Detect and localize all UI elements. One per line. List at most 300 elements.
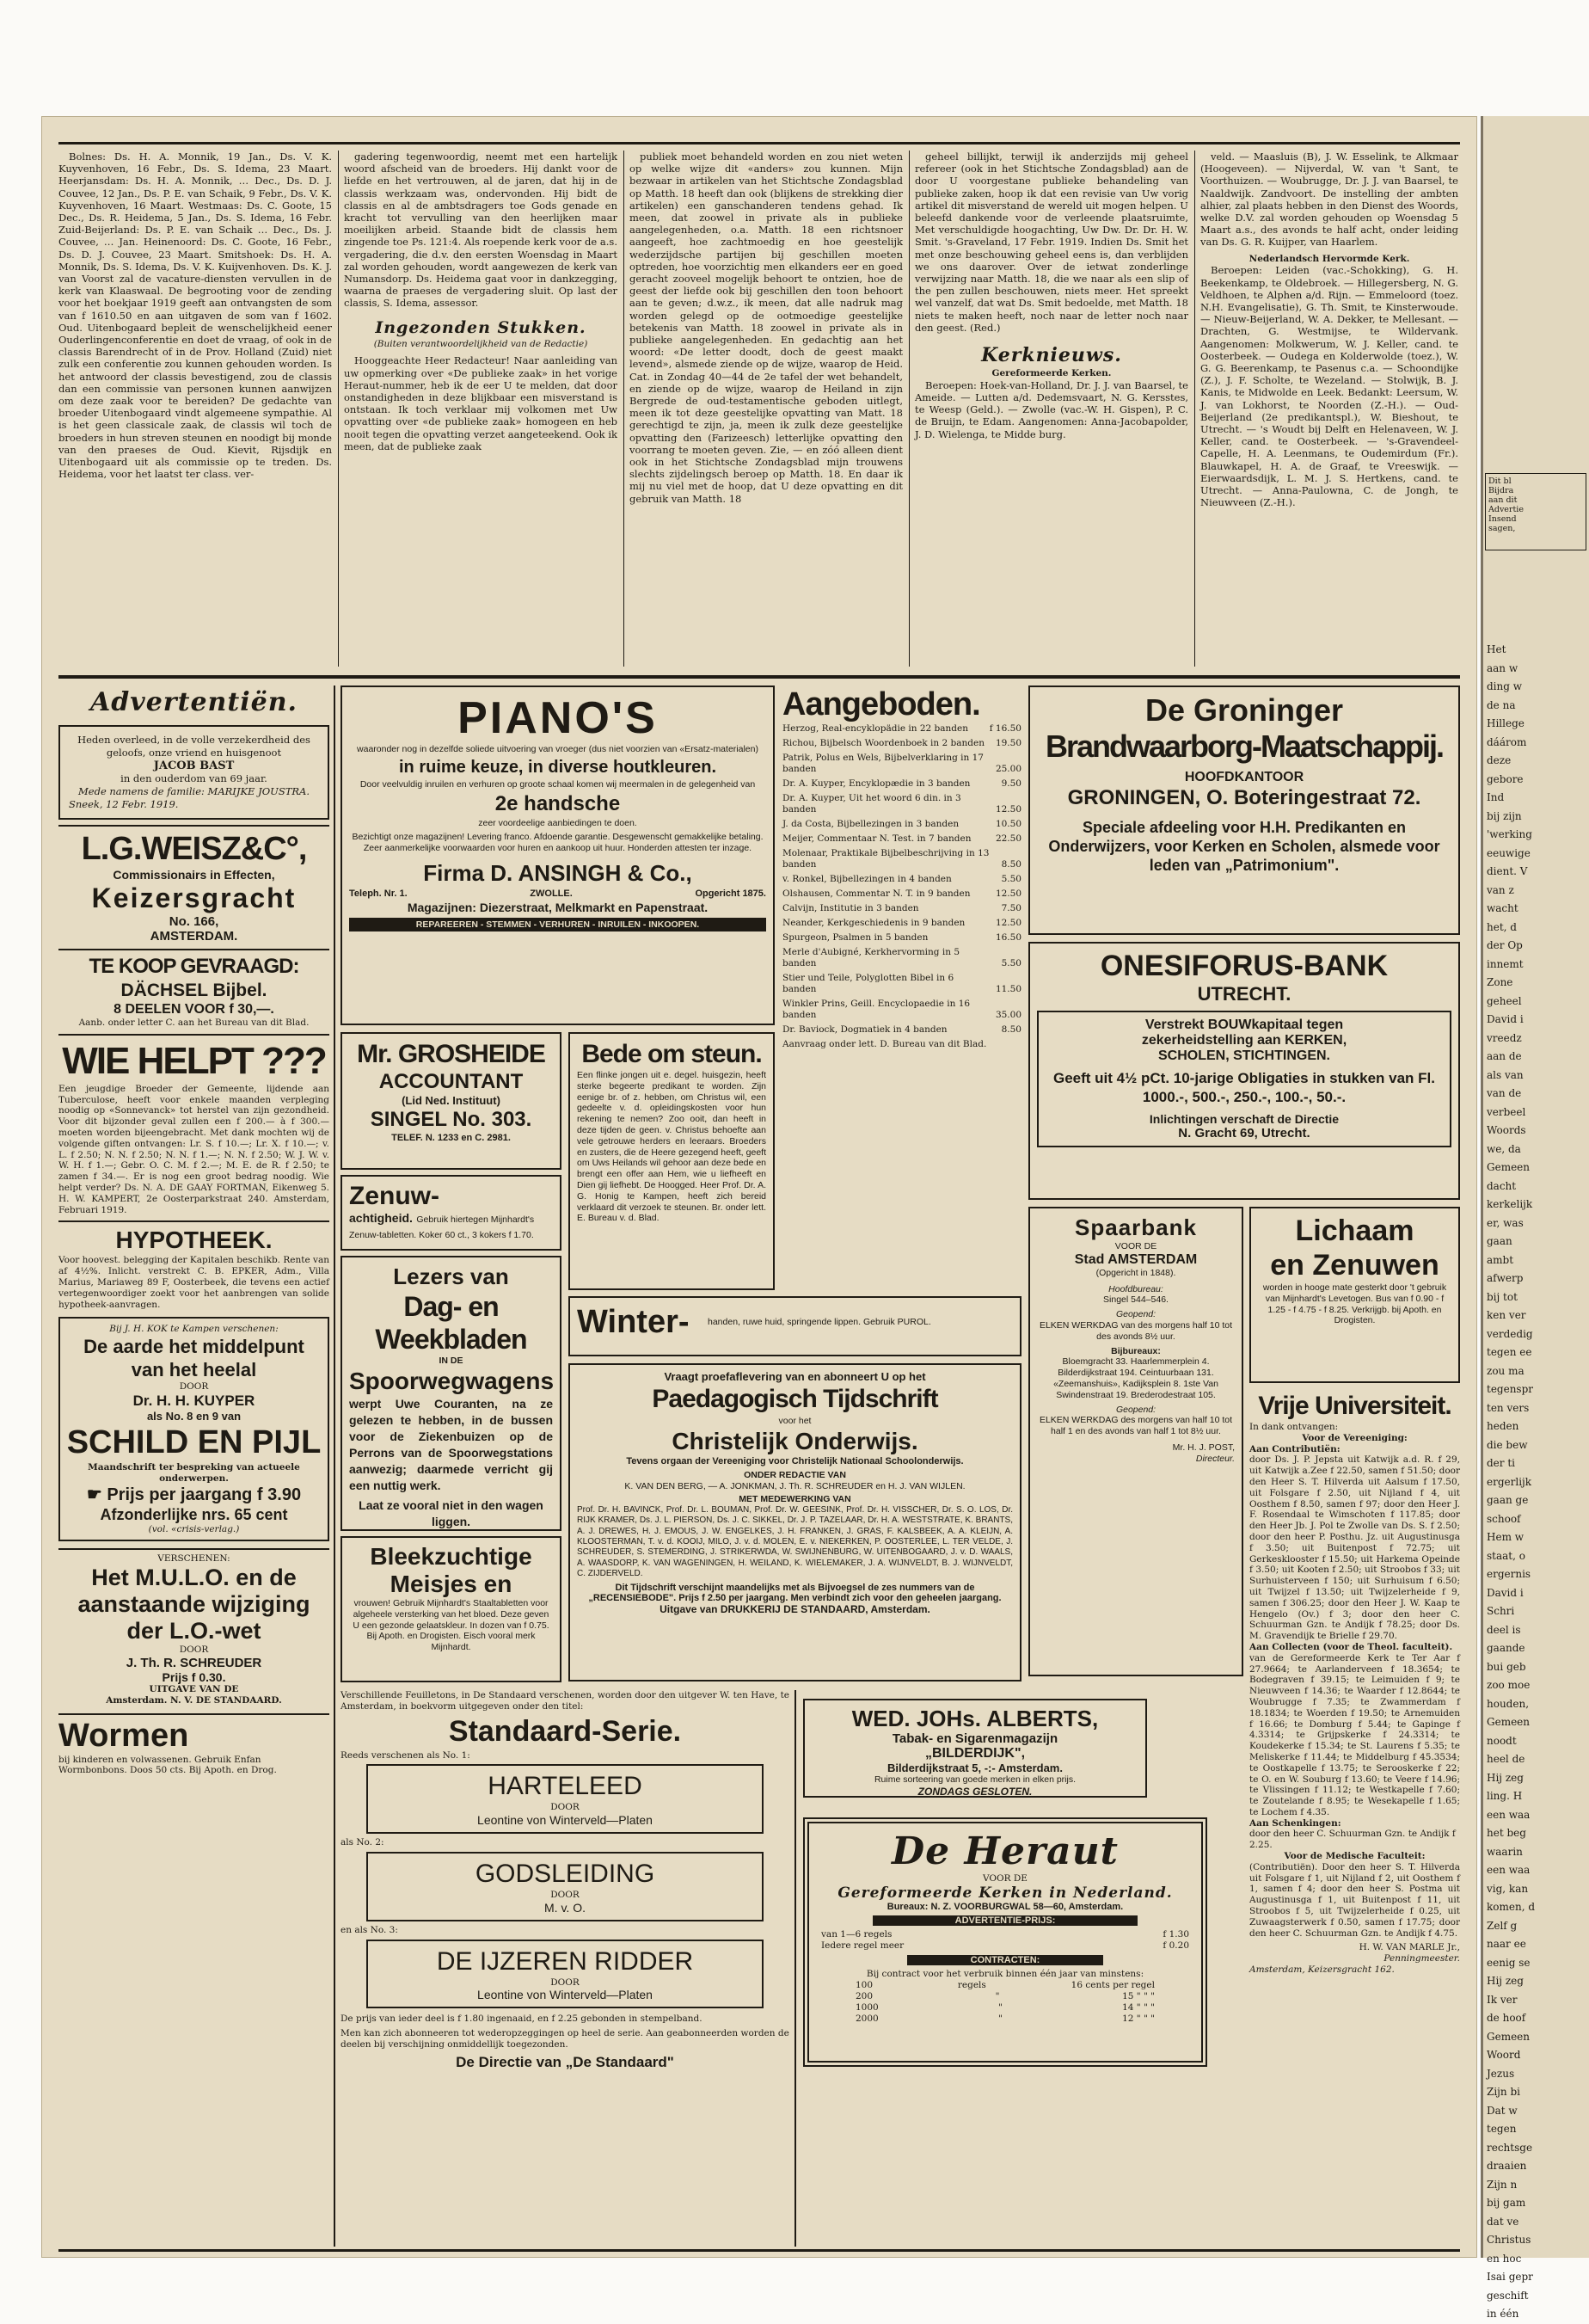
ad-publisher: UITGAVE VAN DE bbox=[149, 1683, 239, 1694]
book-offer-title: Winkler Prins, Geill. Encyclopaedie in 16 banden bbox=[782, 999, 971, 1020]
onesiforus-ad bbox=[1028, 942, 1460, 1200]
shop-address: Bilderdijkstraat 5, -:- Amsterdam. bbox=[887, 1761, 1063, 1774]
company-hq-label: HOOFDKANTOOR bbox=[1184, 770, 1304, 784]
ad-title: Winter- bbox=[577, 1304, 690, 1340]
zenuw-ad bbox=[340, 1175, 561, 1251]
adjacent-page-edge bbox=[1481, 116, 1589, 2320]
contract-unit: " bbox=[998, 2001, 1003, 2013]
accountant-role: ACCOUNTANT bbox=[378, 1070, 524, 1093]
firm-name: Firma D. ANSINGH & Co., bbox=[423, 859, 692, 886]
adjacent-page-fragment: ten vers bbox=[1487, 1401, 1530, 1414]
price-line bbox=[65, 1485, 322, 1506]
series-book-2 bbox=[366, 1852, 764, 1921]
adjacent-page-fragment: draaien bbox=[1487, 2160, 1527, 2172]
book-offer-title: Dr. A. Kuyper, Encyklopædie in 3 banden bbox=[782, 778, 971, 789]
contract-rate: 12 " " " bbox=[1122, 2013, 1155, 2024]
bank-city: UTRECHT. bbox=[1197, 983, 1291, 1005]
ad-door: DOOR bbox=[179, 1381, 209, 1393]
adjacent-page-fragment: vreedz bbox=[1487, 1031, 1522, 1044]
series-price: De prijs van ieder deel is f 1.80 ingenaaid, en f 2.25 gebonden in stempelband. bbox=[340, 2014, 702, 2025]
contract-amount: 1000 bbox=[856, 2001, 879, 2013]
adjacent-page-fragment: dáárom bbox=[1487, 735, 1527, 748]
book-offer-item bbox=[782, 918, 1022, 929]
book-offer-title: Meijer, Commentaar N. Test. in 7 banden bbox=[782, 833, 972, 844]
price-label: Iedere regel meer bbox=[821, 1940, 905, 1951]
book-door: DOOR bbox=[550, 1977, 580, 1988]
adjacent-page-fragment: ambt bbox=[1487, 1253, 1514, 1266]
ad-publisher-name: Amsterdam. N. V. DE STANDAARD. bbox=[106, 1694, 282, 1706]
adjacent-page-fragment: naar ee bbox=[1487, 1938, 1526, 1950]
article-column-2 bbox=[344, 151, 617, 667]
column-divider bbox=[338, 151, 339, 667]
director-name: Mr. H. J. POST, bbox=[1172, 1442, 1235, 1453]
section-subheading: (Buiten verantwoordelijkheid van de Redactie) bbox=[373, 338, 588, 349]
bank-name: ONESIFORUS-BANK bbox=[1100, 950, 1389, 982]
bank-text: SCHOLEN, STICHTINGEN. bbox=[1157, 1048, 1330, 1063]
paper-title: De Heraut bbox=[891, 1829, 1120, 1873]
ad-detail: 8 DEELEN VOOR f 30,—. bbox=[114, 1002, 274, 1017]
shop-name: WED. JOHs. ALBERTS, bbox=[851, 1706, 1099, 1731]
adjacent-page-fragment: bij gam bbox=[1487, 2197, 1526, 2209]
contract-row bbox=[856, 2002, 1155, 2014]
adjacent-page-fragment: Zijn bi bbox=[1487, 2086, 1520, 2098]
winter-ad-row bbox=[577, 1303, 1013, 1341]
article-text: Hooggeachte Heer Redacteur! Naar aanleiding van uw opmerking over «De publieke zaak» in het vorige Heraut-nummer, heb ik de eer U te melden, dat door onstandigheden in deze blijkbaar een misverstand is ontstaan. Ik toch verklaar mij volkomen met Uw opvatting over «de publieke zaak» homogeen en heb nooit tegen die opvatting verzet aangeteekend. Ook ik meen, dat de publieke zaak bbox=[344, 354, 617, 452]
tijdschrift-ad bbox=[568, 1363, 1022, 1682]
series-title: SCHILD EN PIJL bbox=[66, 1423, 322, 1460]
book-offer-item bbox=[782, 947, 1022, 969]
book-offer-title: Herzog, Real-encyklopädie in 22 banden bbox=[782, 723, 968, 734]
notice-text: van de Gereformeerde Kerk te Ter Aar f 27.9664; te Aarlanderveen f 18.3654; te Bodegraven f 39.15; te Leimuiden f 9; te Nieuwveen f 14.36; te Waarder f 12.8644; te Woubrugge f 7.35; te Zwammerdam f 18.1834; te Woerden f 19.50; te Arnemuiden f 16.66; te Domburg f 5.44; te Gapinge f 4.3314; te Grijpskerke f 24.3314; te Koudekerke f 15.34; te St. Laurens f 5.35; te Meliskerke f 11.44; te Middelburg f 45.3534; te Oostkapelle f 13.75; te Serooskerke f 22; te O. en W. Souburg f 13.60; te Veere f 14.96; te Vlissingen f 11.12; te Westkapelle f 7.60; te Zoutelande f 8.95; te Wesekapelle f 1.65; te Lochem f 4.35. bbox=[1249, 1652, 1460, 1817]
paper-subtitle: Gereformeerde Kerken in Nederland. bbox=[837, 1884, 1173, 1902]
adjacent-page-fragment: van z bbox=[1487, 883, 1514, 896]
advertisements-heading: Advertentiën. bbox=[90, 687, 298, 717]
newspaper-page bbox=[41, 116, 1477, 2258]
firm-street: Keizersgracht bbox=[91, 882, 297, 913]
firm-name: L.G.WEISZ&C°, bbox=[81, 831, 307, 867]
book-author: J. Th. R. SCHREUDER bbox=[126, 1655, 262, 1670]
book-title: De aarde het middelpunt van het heelal bbox=[83, 1336, 304, 1381]
ad-text: vrouwen! Gebruik Mijnhardt's Staaltabletten voor algeheele versterking van het bloed. Deze geven U een gezonde gelaatskleur. In dozen van f 0.75. Bij Apoth. en Drogisten. Eisch vooral merk Mijnhardt. bbox=[353, 1598, 549, 1653]
firm-phone: Teleph. Nr. 1. bbox=[349, 888, 408, 899]
book-offer-title: Dr. A. Kuyper, Uit het woord 6 din. in 3 banden bbox=[782, 793, 961, 815]
contributors-heading: MET MEDEWERKING VAN bbox=[739, 1494, 851, 1505]
ad-text: Laat ze vooral niet in den wagen liggen. bbox=[359, 1497, 543, 1528]
adjacent-page-fragment: Ind bbox=[1487, 791, 1505, 803]
adjacent-page-fragment: sagen, bbox=[1488, 524, 1516, 533]
adjacent-page-fragment: Gemeen bbox=[1487, 1716, 1530, 1728]
book-offer-price: 10.50 bbox=[995, 819, 1022, 829]
journal-terms: Dit Tijdschrift verschijnt maandelijks met als Bijvoegsel de zes nummers van de „RECENSIEBODE". Prijs f 2.50 per jaargang. Men verbindt zich voor den geheelen jaargang. bbox=[588, 1583, 1002, 1604]
article-text: Beroepen: Hoek-van-Holland, Dr. J. J. van Baarsel, te Ameide. — Lutten a/d. Dedemsvaart, N. G. Kersstes, te Weesp (Geld.). — Zwolle (vac.-W. H. Gispen), P. C. de Bruijn, te Edam. Aangenomen: Anna-Jacobapolder, J. D. Wielenga, te Midde burg. bbox=[915, 378, 1188, 440]
notice-family: Mede namens de familie: MARIJKE JOUSTRA. bbox=[78, 785, 310, 797]
journal-title: Paedagogisch Tijdschrift bbox=[652, 1385, 938, 1413]
adjacent-page-fragment: ergerlijk bbox=[1487, 1475, 1532, 1488]
hypotheek-ad bbox=[58, 1220, 329, 1310]
notice-text: door Ds. J. P. Jepsta uit Katwijk a.d. R. f 29, uit Katwijk a.Zee f 22.50, samen f 51.50; door den Heer S. T. Hilverda uit Aalsum f 17.50, uit Folsgare f 2.50, uit Nijland f 4, uit Oosthem f 8.50, samen f 97; door den Heer J. F. Rosendaal te Wimschoten f 117.85; door den Heer Jb. J. Pol te Zwolle van Ds. S. f 2.50; door den heer P. Posthu. Jz. uit Augustinusga f 3.50; uit Buitenpost f 72.75; uit Gerkesklooster f 15.50; uit Harkema Opeinde f 3.50; uit Kooten f 2.50; uit Stroobos f 33; uit Surhuisterveen f 150; uit Surhuisum f 6.50; uit Twijzel f 13.50; uit Twijzelerheide f 9, samen f 306.25; door den Heer J. W. Kaap te Hengelo (Ov.) f 3; door den heer C. Schuurman Gzn. te Andijk f 78.25; door Ds. M. Gravendijk te Brielle f 29.70. bbox=[1249, 1454, 1460, 1642]
price-text: Prijs per jaargang f 3.90 bbox=[107, 1485, 302, 1504]
ad-title: Spoorwegwagens bbox=[349, 1367, 555, 1394]
column-divider bbox=[623, 151, 624, 667]
adjacent-page-fragment: eenig se bbox=[1487, 1956, 1531, 1969]
branches-list: Bloemgracht 33. Haarlemmerplein 4. Bilderdijkstraat 194. Ceintuurbaan 131. «Zeemanshuis», Kadijksplein 8. 1ste Van Swindenstraat 19. Brederodestraat 105. bbox=[1053, 1356, 1218, 1400]
shop-brand: „BILDERDIJK", bbox=[924, 1746, 1026, 1761]
ad-connector: voor het bbox=[778, 1416, 812, 1426]
book-offer-title: J. da Costa, Bijbellezingen in 3 banden bbox=[782, 819, 960, 829]
paper-connector: VOOR DE bbox=[983, 1873, 1028, 1884]
book-offer-price: 11.50 bbox=[995, 984, 1022, 994]
ad-intro: Bij J. H. KOK te Kampen verschenen: bbox=[109, 1324, 279, 1335]
contract-unit: " bbox=[995, 1990, 1000, 2001]
book-offer-price: 8.50 bbox=[1001, 1024, 1022, 1035]
adjacent-page-fragment: Ik ver bbox=[1487, 1993, 1518, 2006]
adjacent-page-fragment: Hillege bbox=[1487, 717, 1525, 729]
contributors-list: Prof. Dr. H. BAVINCK, Prof. Dr. L. BOUMAN, Prof. Dr. W. GEESINK, Prof. Dr. H. VISSCHER, Dr. S. O. LOS, Dr. RIJK KRAMER, Ds. J. L. PIERSON, Ds. J. C. SIKKEL, Dr. J. P. TAZELAAR, Dr. H. A. WESTSTRATE, K. BRANTS, A. J. DREWES, H. J. EMOUS, J. W. ENGELKES, J. H. FRANKEN, J. GRAS, F. KALSBEEK, A. A. KLEIJN, A. KLOOSTERMAN, T. v. d. KOOIJ, MILO, J. v. d. MOLEN, E. v. NIEKERKEN, P. OOSTERLEE, L. TER VELDE, J. SCHREUDER, S. STEMERDING, J. STRIKERWDA, W. SWIJNENBURG, W. UITENBOGAARD, J. v. D. WAALS, A. WAASDORP, K. VAN WAGENINGEN, H. WEILAND, K. WIELEMAKER, J. A. WIJNVELDT, B. J. WIJNVELDT, C. ZIJDERVELD. bbox=[577, 1505, 1013, 1578]
firm-city: AMSTERDAM. bbox=[150, 929, 238, 944]
accountant-address: SINGEL No. 303. bbox=[370, 1108, 532, 1131]
book-title: HARTELEED bbox=[488, 1772, 642, 1801]
price-text: Prijs f 0.30. bbox=[162, 1669, 226, 1684]
book-offer-price: 25.00 bbox=[995, 764, 1022, 774]
column-divider bbox=[1194, 151, 1195, 667]
adjacent-page-fragment: gaan ge bbox=[1487, 1494, 1529, 1506]
bleekzuchtige-ad bbox=[340, 1536, 561, 1682]
adjacent-page-fragment: geschift bbox=[1487, 2289, 1529, 2302]
book-offer-price: 9.50 bbox=[1001, 778, 1022, 789]
article-column-3 bbox=[629, 151, 903, 667]
notice-text: door den heer C. Schuurman Gzn. te Andijk f 2.25. bbox=[1249, 1829, 1456, 1851]
book-author: Leontine von Winterveld—Platen bbox=[477, 1988, 653, 2002]
deceased-name: JACOB BAST bbox=[153, 759, 235, 772]
bottom-rule bbox=[58, 2249, 1460, 2252]
heraut-ad bbox=[803, 1817, 1207, 2067]
aangeboden-ad bbox=[782, 686, 1022, 1246]
ad-highlight: in ruime keuze, in diverse houtkleuren. bbox=[399, 757, 716, 777]
book-offer-item bbox=[782, 723, 1022, 735]
shop-hours: ZONDAGS GESLOTEN. bbox=[917, 1785, 1033, 1798]
book-offer-price: 5.50 bbox=[1001, 874, 1022, 884]
ad-text: Aanb. onder letter C. aan het Bureau van dit Blad. bbox=[78, 1018, 310, 1028]
article-text: veld. — Maasluis (B), J. W. Esselink, te Alkmaar (Hoogeveen). — Nijverdal, W. van 't Sant, te Voorthuizen. — Woubrugge, Dr. J. J. van Baarsel, te Naaldwijk. Zandvoort. De instelling der ambten alhier, zal plaats hebben in den Dienst des Woords, welke D.V. zal worden gehouden op Woensdag 5 Maart a.s., des avonds te half acht, onder leiding van Ds. G. R. Kuijper, van Haarlem. bbox=[1200, 151, 1458, 249]
column-divider bbox=[909, 151, 910, 667]
ad-connector: IN DE bbox=[439, 1356, 463, 1366]
bank-text: Geeft uit 4½ pCt. 10-jarige Obligaties in stukken van Fl. 1000.-, 500.-, 250.-, 100.-, 50.-. bbox=[1052, 1070, 1435, 1105]
adjacent-page-fragment: dat ve bbox=[1487, 2215, 1519, 2228]
adjacent-page-fragment: waarin bbox=[1487, 1845, 1523, 1858]
company-address: GRONINGEN, O. Boteringestraat 72. bbox=[1067, 786, 1421, 809]
adjacent-page-fragment: Zelf g bbox=[1487, 1919, 1518, 1932]
price-value: f 0.20 bbox=[1163, 1940, 1189, 1951]
vrije-universiteit-notice bbox=[1249, 1391, 1460, 2247]
adjacent-page-fragment: het beg bbox=[1487, 1827, 1526, 1839]
price-label: van 1—6 regels bbox=[821, 1928, 893, 1940]
treasurer-title: Penningmeester. bbox=[1383, 1953, 1460, 1964]
contract-row bbox=[856, 1991, 1155, 2002]
ad-title: Lichaam bbox=[1295, 1214, 1414, 1247]
book-door: DOOR bbox=[550, 1802, 580, 1813]
adjacent-page-fragment: dacht bbox=[1487, 1179, 1517, 1192]
adjacent-page-fragment: staat, o bbox=[1487, 1549, 1525, 1562]
adjacent-page-fragment: komen, d bbox=[1487, 1901, 1536, 1913]
bank-name: Spaarbank bbox=[1075, 1214, 1197, 1240]
contract-text: Bij contract voor het verbruik binnen één jaar van minstens: bbox=[866, 1968, 1144, 1979]
top-rule bbox=[58, 142, 1460, 144]
article-text: Beroepen: Leiden (vac.-Schokking), G. H. Beekenkamp, te Oldebroek. — Hillegersberg, N. G. Veldhoen, te Alphen a/d. Rijn. — Emmeloord (toez. N.H. Evangelisatie), G. Th. Smit, te Kinsterwoude. — Nieuw-Beijerland, W. A. Dekker, te Mellesant. — Drachten, G. Westmijse, te Wildervank. Aangenomen: Molkwerum, W. J. Keller, cand. te Oosterbeek. — Oudega en Kolderwolde (toez.), W. G. G. Beerenkamp, te Pasenus c.a. — Schoondijke (Z.), J. F. Scholte, te Wezeland. — Stolwijk, B. J. Kanis, te Midwolde en Leek. Bedankt: Leersum, W. J. van Lokhorst, te Noorden (Z.-H.). — Oud-Beijerland (2e predikantspl.), W. Bieshout, te Utrecht. — 's Woudt bij Delft en Helenaveen, W. J. Keller, cand. te Oosterbeek. — 's-Gravendeel-Capelle, H. A. Leenmans, te Oudemirdum (Fr.). Blauwkapel, H. A. de Graaf, te Vreeswijk. — Eierwaardsdijk, L. M. J. S. Hertkens, cand. te Utrecht. — Anna-Paulowna, C. de Jongh, te Nieuwveen (Z.-H.). bbox=[1200, 264, 1458, 509]
adjacent-page-fragment: Isai gepr bbox=[1487, 2271, 1533, 2283]
pointing-hand-icon: ☛ bbox=[86, 1485, 107, 1504]
editors-heading: ONDER REDACTIE VAN bbox=[744, 1469, 846, 1480]
contract-rate: 14 " " " bbox=[1122, 2001, 1155, 2013]
book-offer-item bbox=[782, 793, 1022, 815]
adjacent-page-fragment: ergernis bbox=[1487, 1568, 1531, 1580]
accountant-name: Mr. GROSHEIDE bbox=[357, 1040, 545, 1068]
weisz-ad bbox=[58, 825, 329, 944]
article-text: publiek moet behandeld worden en zou niet weten op welke wijze dit «anders» zou kunnen. Mijn bezwaar in artikelen van het Stichtsche Zondagsblad op Matth. 18 heeft dan ook (blijkens de strekking dier artikelen) een ganschanderen tendens gehad. Ik meen, dat zoowel in private als in publieke aangelegenheden, o.a. Matth. 18 een richtsnoer aangeeft, hoe zachtmoedig en hoe geestelijk wederzijdsche partijen bij geschillen moeten optreden, hoe voorzichtig men elkanders eer en goed geracht zooveel mogelijk behoort te ontzien, hoe de geest der liefde ook bij geschillen den toon behoort aan te geven; d.w.z., ik meen, dat alle nadruk mag worden gelegd op de ootmoedige geestelijke betekenis van Matth. 18 zoowel in private als in publieke aangelegenheden. En gedachtig aan het woord: «De letter doodt, doch de geest maakt levend», alsmede ziende op de wijze, waarop de Heid. Cat. in Zondag 40—44 de 2e tafel der wet behandelt, en ziende op de wijze, waarop de Heiland in zijn Bergrede de oud-testamentische geboden uitlegt, meen ik tot deze geestelijke opvatting van Matt. 18 gerechtigd te zijn, ja, meen ik zulk deze geestelijke opvatting den (Farizeesch) letterlijke opvatting den voorrang te moeten geven. Zie, — en zóó alleen dient ook in het Stichtsche Zondagsblad mijn trouwens slechts zijdelingsch beroep op Matth. 18. En daar ik mij nu viel met de hoop, dat U deze opvatting en dit gebruik van Matth. 18 bbox=[629, 151, 903, 505]
bank-offer bbox=[1037, 1011, 1451, 1147]
ad-title: PIANO'S bbox=[457, 693, 658, 743]
adjacent-page-fragment: Woords bbox=[1487, 1124, 1526, 1136]
article-column-1 bbox=[58, 151, 332, 667]
book-offer-price: 16.50 bbox=[995, 932, 1022, 943]
adjacent-page-fragment: aan w bbox=[1487, 661, 1518, 674]
ad-text: zeer voordeelige aanbiedingen te doen. bbox=[478, 817, 637, 828]
adjacent-page-fragment: ding w bbox=[1487, 680, 1523, 692]
adjacent-page-fragment: Christus bbox=[1487, 2234, 1531, 2246]
ad-title: en Zenuwen bbox=[1270, 1249, 1439, 1282]
ad-title: Lezers van bbox=[393, 1263, 509, 1289]
journal-publisher: Uitgave van DRUKKERIJ DE STANDAARD, Amsterdam. bbox=[660, 1603, 930, 1616]
series-subtitle: Maandschrift ter bespreking van actueele onderwerpen. bbox=[88, 1461, 300, 1484]
book-offer-price: 12.50 bbox=[995, 888, 1022, 899]
treasurer-name: H. W. VAN MARLE Jr., bbox=[1359, 1942, 1460, 1953]
hours-text: ELKEN WERKDAG van des morgens half 10 tot des avonds 8½ uur. bbox=[1039, 1319, 1233, 1342]
adjacent-page-fragment: Jezus bbox=[1487, 2067, 1515, 2080]
ad-title: Dag- en Weekbladen bbox=[375, 1291, 527, 1355]
shop-type: Tabak- en Sigarenmagazijn bbox=[892, 1731, 1058, 1746]
alberts-ad bbox=[803, 1699, 1147, 1798]
adjacent-page-fragment: Schri bbox=[1487, 1605, 1515, 1617]
adjacent-page-fragment: Zone bbox=[1487, 976, 1513, 988]
book-offer-title: Stier und Teile, Polyglotten Bibel in 6 banden bbox=[782, 973, 954, 994]
accountant-membership: (Lid Ned. Instituut) bbox=[402, 1094, 500, 1107]
ads-column-a bbox=[58, 686, 329, 2247]
book-offer-list bbox=[782, 723, 1022, 1036]
company-special: Speciale afdeeling voor H.H. Predikanten en Onderwijzers, voor Kerken en Scholen, alsmede voor leden van „Patrimonium". bbox=[1048, 819, 1440, 874]
ad-title: HYPOTHEEK. bbox=[115, 1227, 273, 1254]
shop-text: Ruime sorteering van goede merken in elken prijs. bbox=[874, 1774, 1077, 1785]
ad-parts: als No. 8 en 9 van bbox=[146, 1409, 242, 1423]
section-heading: Kerknieuws. bbox=[981, 344, 1122, 367]
ad-text: bij kinderen en volwassenen. Gebruik Enfan Wormbonbons. Doos 50 cts. Bij Apoth. en Drog. bbox=[58, 1754, 277, 1776]
ad-highlight: 2e handsche bbox=[494, 791, 621, 815]
contract-row bbox=[856, 1980, 1155, 1991]
bank-contact: Inlichtingen verschaft de Directie bbox=[1149, 1112, 1340, 1126]
book-offer-item bbox=[782, 999, 1022, 1021]
adjacent-page-fragment: Dat w bbox=[1487, 2104, 1518, 2117]
book-offer-title: v. Ronkel, Bijbellezingen in 4 banden bbox=[782, 874, 952, 884]
grosheide-ad bbox=[340, 1032, 561, 1170]
series-item-label: als No. 2: bbox=[340, 1837, 384, 1848]
section-heading: Ingezonden Stukken. bbox=[375, 317, 586, 337]
adjacent-page-fragment: zou ma bbox=[1487, 1364, 1525, 1377]
lichaam-ad bbox=[1249, 1207, 1460, 1383]
price-heading: ADVERTENTIE-PRIJS: bbox=[873, 1915, 1138, 1926]
book-door: DOOR bbox=[550, 1889, 580, 1900]
ad-note: (vol. «crisis-verlag.) bbox=[148, 1523, 240, 1534]
adjacent-page-fragment: houden, bbox=[1487, 1697, 1530, 1710]
ad-item: DÄCHSEL Bijbel. bbox=[120, 981, 267, 1000]
contract-unit: " bbox=[998, 2013, 1003, 2024]
journal-title: Christelijk Onderwijs. bbox=[672, 1427, 918, 1454]
contract-heading: CONTRACTEN: bbox=[907, 1955, 1103, 1965]
te-koop-ad bbox=[58, 949, 329, 1029]
adjacent-page-fragment: vig, kan bbox=[1487, 1882, 1529, 1895]
adjacent-page-fragment: het, d bbox=[1487, 920, 1517, 933]
book-offer-item bbox=[782, 848, 1022, 870]
ad-title: TE KOOP GEVRAAGD: bbox=[89, 955, 299, 978]
ad-text: worden in hooge mate gesterkt door 't gebruik van Mijnhardt's Levetogen. Bus van f 0.90 - f 1.25 - f 4.75 - f 8.25. Verkrijgb. bij Apoth. en Drogisten. bbox=[1262, 1282, 1447, 1326]
adjacent-page-fragment: schoof bbox=[1487, 1512, 1521, 1525]
company-name: De Groninger bbox=[1144, 692, 1344, 728]
adjacent-page-fragment: afwerp bbox=[1487, 1272, 1524, 1284]
firm-number: No. 166, bbox=[169, 914, 219, 929]
adjacent-page-fragment: Hij zeg bbox=[1487, 1975, 1524, 1987]
lezers-ad bbox=[340, 1256, 561, 1531]
series-item-label: en als No. 3: bbox=[340, 1924, 398, 1935]
adjacent-page-fragment: geheel bbox=[1487, 994, 1522, 1007]
notice-subheading: Aan Collecten (voor de Theol. faculteit). bbox=[1249, 1641, 1453, 1652]
book-offer-title: Neander, Kerkgeschiedenis in 9 banden bbox=[782, 918, 966, 928]
adjacent-page-fragment: heden bbox=[1487, 1420, 1519, 1432]
contract-table bbox=[821, 1980, 1189, 2025]
series-book-1 bbox=[366, 1764, 764, 1834]
price-row bbox=[821, 1929, 1189, 1940]
bank-founded: (Opgericht in 1848). bbox=[1095, 1267, 1176, 1278]
adjacent-page-fragment: Woord bbox=[1487, 2049, 1521, 2061]
series-text: Men kan zich abonneeren tot wederopzeggingen op heel de serie. Aan geabonneerden worden de deelen bij verschijning onmiddellijk toegezonden. bbox=[340, 2028, 789, 2050]
adjacent-page-fragment: rechtsge bbox=[1487, 2141, 1533, 2154]
adjacent-page-fragment: Advertie bbox=[1488, 505, 1524, 514]
book-offer-title: Spurgeon, Psalmen in 5 banden bbox=[782, 932, 929, 943]
section-subheading: Gereformeerde Kerken. bbox=[991, 368, 1112, 379]
book-offer-price: 22.50 bbox=[995, 833, 1022, 844]
adjacent-page-fragment: zoo moe bbox=[1487, 1679, 1531, 1691]
adjacent-page-fragment: aan dit bbox=[1488, 495, 1518, 505]
branches-label: Bijbureaux: bbox=[1111, 1345, 1161, 1356]
contract-amount: 100 bbox=[856, 1979, 874, 1990]
article-text: gadering tegenwoordig, neemt met een hartelijk woord afscheid van de broeders. Hij dankt voor de liefde en het vertrouwen, al de jaren, dat hij in de classis werkzaam was, ondervonden. Hij bidt de classis en al de ambtsdragers toe Gods genade en kracht tot vervulling van den heerlijken maar moeilijken arbeid. Staande bidt de classis hem zingende toe Ps. 121:4. Als roepende kerk voor de a.s. vergadering, die d.v. den eersten Woensdag in Maart zal worden gehouden, wordt aangewezen de kerk van Numansdorp. Ds. Heidema gaat voor in dankzegging, waarna de praeses de vergadering sluit. Op last der classis, S. Idema, assessor. bbox=[344, 151, 617, 310]
contract-unit: regels bbox=[957, 1979, 986, 1990]
adjacent-page-fragment: kerkelijk bbox=[1487, 1198, 1533, 1210]
book-author: Dr. H. H. KUYPER bbox=[132, 1392, 255, 1409]
ad-text: Voor hoovest. belegging der Kapitalen beschikb. Rente van af 4½%. Inlicht. verstrekt C. B. EPKER, Adm., Villa Marius, Mariaweg 89 F, Oosterbeek, die tevens een actief vertegenwoordiger zoekt voor het aanbrengen van solide hypotheek-aanvragen. bbox=[58, 1255, 329, 1310]
adjacent-page-fragment: deze bbox=[1487, 754, 1512, 766]
adjacent-page-fragment: een waa bbox=[1487, 1808, 1531, 1821]
mulo-ad bbox=[58, 1548, 329, 1706]
book-offer-price: f 16.50 bbox=[989, 723, 1022, 734]
book-offer-item bbox=[782, 874, 1022, 885]
ad-text: werpt Uwe Couranten, na ze gelezen te hebben, in de bussen voor de Ziekenbuizen op de Perrons van de Spoorwegstations aanwezig; daarmede verricht gij een nuttig werk. bbox=[349, 1396, 553, 1492]
notice-heading: Voor de Vereeniging: bbox=[1302, 1432, 1408, 1443]
book-offer-item bbox=[782, 753, 1022, 775]
firm-contact bbox=[349, 888, 766, 899]
book-offer-price: 7.50 bbox=[1001, 903, 1022, 913]
notice-text: Heden overleed, in de volle verzekerdheid des geloofs, onze vriend en huisgenoot bbox=[77, 734, 310, 759]
ad-text: Een flinke jongen uit e. degel. huisgezin, heeft sterke begeerte predikant te worden. Zijn eenige br. of z. hebben, om Christus wil, een gedeelte v. d. opleidingskosten voor hun rekening te nemen? Zoo ooit, dan heeft in deze tijden de geen. v. Christus behoefte aan vele getrouwe herders en leeraars. Broeders en zusters, die de Heere gezegend heeft, geeft om Uws Heilands wil gehoor aan deze bede en brengt een offer aan Hem, wie u liefheeft en Dien gij liefhebt. De Hoogged. Heer Prof. Dr. A. G. Honig te Kampen, heeft zich bereid verklaard dit verzoek te steunen. Br. onder lett. E. Bureau v. d. Blad. bbox=[577, 1070, 766, 1224]
adjacent-page-fragment: van de bbox=[1487, 1087, 1522, 1099]
price-text: Afzonderlijke nrs. 65 cent bbox=[100, 1505, 288, 1523]
book-offer-title: Calvijn, Institutie in 3 banden bbox=[782, 903, 919, 913]
book-offer-title: Merle d'Aubigné, Kerkhervorming in 5 banden bbox=[782, 947, 960, 968]
bank-text: Verstrekt BOUWkapitaal tegen bbox=[1144, 1018, 1344, 1032]
ad-title: Bleekzuchtige bbox=[370, 1543, 532, 1570]
series-item-label: Reeds verschenen als No. 1: bbox=[340, 1749, 470, 1761]
accountant-phone: TELEF. N. 1233 en C. 2981. bbox=[391, 1133, 511, 1143]
firm-address: Magazijnen: Diezerstraat, Melkmarkt en Papenstraat. bbox=[407, 900, 709, 914]
adjacent-page-fragment: Gemeen bbox=[1487, 2030, 1530, 2043]
book-offer-title: Olshausen, Commentar N. T. in 9 banden bbox=[782, 888, 971, 899]
section-rule bbox=[58, 675, 1460, 679]
adjacent-page-fragment: innemt bbox=[1487, 957, 1524, 970]
adjacent-page-fragment: David i bbox=[1487, 1013, 1524, 1025]
notice-subheading: Aan Schenkingen: bbox=[1249, 1817, 1341, 1829]
adjacent-page-fragment: Zijn n bbox=[1487, 2178, 1518, 2191]
article-column-5 bbox=[1200, 151, 1458, 667]
adjacent-page-fragment: verbeel bbox=[1487, 1105, 1526, 1118]
ad-text: Een jeugdige Broeder der Gemeente, lijdende aan Tuberculose, heeft voor enkele maanden verpleging noodig op «Sonnevanck» tot herstel van zijn gezondheid. Voor dit bijzonder geval zullen een f 200.— à f 300.— moeten worden bijeengebracht. Met dank mochten wij de volgende giften ontvangen: Lr. S. f 10.—; Lr. X. f 10.—; v. L. f 2.50; N. N. f 2.50; N. N. f 1.—; N. N. f 2.50; W. J. W. v. W. H. f 1.—; Gebr. O. C. M. f 2.—; M. E. de R. f 2.50; te zamen f 34.—. Er is nog een groot bedrag noodig. Wie helpt verder? Ds. N. A. DE GAAY FORTMAN, Eikenweg 5. H. W. KAMPERT, 2e Oosterparkstraat 240. Amsterdam, Februari 1919. bbox=[58, 1083, 329, 1215]
book-offer-price: 12.50 bbox=[995, 918, 1022, 928]
notice-place: Amsterdam, Keizersgracht 162. bbox=[1249, 1964, 1395, 1976]
contract-rate: 16 cents per regel bbox=[1071, 1979, 1155, 1990]
ad-door: DOOR bbox=[179, 1645, 209, 1656]
price-row bbox=[821, 1940, 1189, 1952]
ad-title: Meisjes en bbox=[390, 1571, 512, 1597]
ad-text: Door veelvuldig inruilen en verhuren op groote schaal komen wij meermalen in de gelegenheid van bbox=[359, 778, 756, 790]
ad-title: Wormen bbox=[58, 1717, 189, 1754]
adjacent-page-fragment: noodt bbox=[1487, 1734, 1517, 1747]
price-value: f 1.30 bbox=[1163, 1928, 1189, 1940]
adjacent-page-fragment: tegen bbox=[1487, 2123, 1517, 2135]
adjacent-page-fragment: Gemeen bbox=[1487, 1161, 1530, 1173]
bank-hq-label: Hoofdbureau: bbox=[1108, 1283, 1163, 1294]
adjacent-page-fragment: Insend bbox=[1488, 514, 1517, 524]
ad-text: Aanvraag onder lett. D. Bureau van dit Blad. bbox=[782, 1039, 987, 1049]
ad-text: waaronder nog in dezelfde soliede uitvoering van vroeger (dus niet voorzien van «Ersatz-materialen) bbox=[357, 744, 758, 754]
ad-text: Bezichtigt onze magazijnen! Levering franco. Afdoende garantie. Desgewenscht gemakkelijke betaling. bbox=[352, 832, 764, 843]
bank-hq-address: Singel 544–546. bbox=[1103, 1294, 1169, 1306]
hours-text: ELKEN WERKDAG des morgens van half 10 tot half 1 en des avonds van half 1 tot 8½ uur. bbox=[1039, 1415, 1233, 1437]
book-offer-item bbox=[782, 778, 1022, 790]
bank-connector: VOOR DE bbox=[1114, 1241, 1157, 1251]
book-offer-item bbox=[782, 973, 1022, 995]
contract-rate: 15 " " " bbox=[1122, 1990, 1155, 2001]
adjacent-page-fragment: aan de bbox=[1487, 1050, 1522, 1062]
adjacent-page-text bbox=[1487, 641, 1586, 2324]
adjacent-page-fragment: bij tot bbox=[1487, 1290, 1518, 1303]
book-offer-price: 19.50 bbox=[995, 738, 1022, 748]
firm-city: ZWOLLE. bbox=[530, 888, 573, 899]
book-title: DE IJZEREN RIDDER bbox=[436, 1946, 694, 1976]
adjacent-page-fragment: er, was bbox=[1487, 1216, 1524, 1229]
notice-subheading: Aan Contributiën: bbox=[1249, 1443, 1341, 1454]
adjacent-page-fragment: 'werking bbox=[1487, 828, 1532, 840]
adjacent-page-fragment: tegenspr bbox=[1487, 1383, 1534, 1395]
adjacent-page-fragment: in één bbox=[1487, 2308, 1519, 2320]
ad-title: Bede om steun. bbox=[581, 1040, 762, 1068]
book-offer-item bbox=[782, 738, 1022, 749]
adjacent-page-fragment: verdedig bbox=[1487, 1327, 1533, 1340]
adjacent-page-fragment: de na bbox=[1487, 698, 1516, 711]
